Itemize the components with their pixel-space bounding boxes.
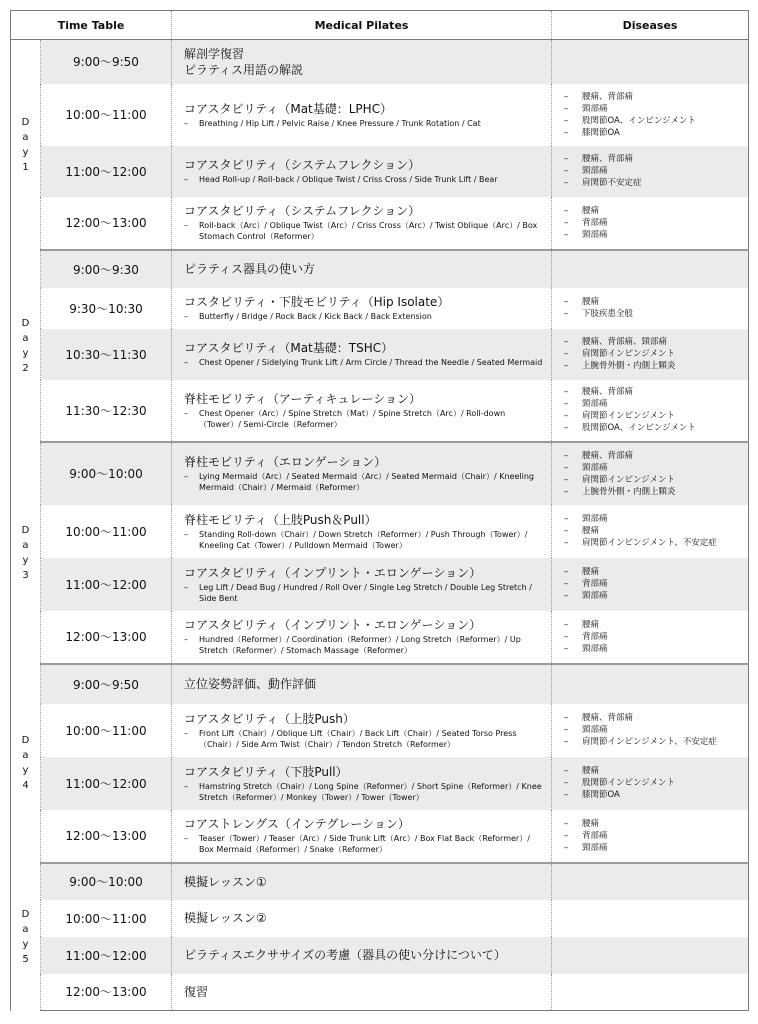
- exercise-text: Hundred（Reformer）/ Coordination（Reformer）/ Long Stretch（Reformer）/ Up Stretch（Reformer）/ Stomach Massage（Reformer）: [199, 635, 521, 655]
- dash-bullet: –: [184, 582, 189, 592]
- schedule-row: [11, 288, 749, 329]
- disease-list: [552, 197, 749, 250]
- schedule-row: [11, 329, 749, 380]
- disease-item: [564, 765, 748, 777]
- disease-item: [564, 830, 748, 842]
- dash-bullet: –: [564, 474, 569, 485]
- disease-text: 頸部痛: [582, 725, 608, 735]
- disease-item: [564, 296, 748, 308]
- dash-bullet: –: [564, 166, 569, 176]
- day-label-char: D: [21, 317, 30, 329]
- disease-text: 背部痛: [582, 631, 608, 642]
- dash-bullet: –: [564, 818, 569, 829]
- session-title: コアスタビリティ（システムフレクション）: [184, 158, 421, 172]
- dash-bullet: –: [564, 579, 569, 589]
- session-title: 復習: [184, 984, 209, 999]
- disease-text: 頸部痛: [582, 229, 608, 240]
- disease-item: [564, 724, 748, 736]
- session-time: 12:00〜13:00: [41, 974, 172, 1011]
- session-time: 10:30〜11:30: [41, 329, 172, 380]
- disease-item: [564, 177, 748, 189]
- schedule-row: [11, 664, 749, 704]
- schedule-row: [11, 704, 749, 757]
- disease-item: [564, 590, 748, 602]
- disease-text: 股関節OA、インピンジメント: [582, 115, 696, 126]
- dash-bullet: –: [184, 221, 189, 230]
- session-time: 11:00〜12:00: [41, 558, 172, 611]
- session-content: [172, 329, 552, 380]
- session-content: [172, 757, 552, 810]
- day-label: [11, 442, 41, 664]
- day-label: [11, 664, 41, 863]
- disease-item: [564, 398, 748, 410]
- day-label-char: 4: [22, 780, 29, 791]
- session-title: コアスタビリティ（Mat基礎：TSHC）: [184, 341, 394, 355]
- dash-bullet: –: [184, 728, 189, 738]
- dash-bullet: –: [564, 486, 569, 497]
- session-content: [172, 974, 552, 1011]
- dash-bullet: –: [564, 127, 569, 138]
- schedule-row: [11, 146, 749, 197]
- session-time: 9:00〜10:00: [41, 863, 172, 900]
- session-content: [172, 810, 552, 863]
- disease-text: 腰痛: [582, 205, 600, 216]
- disease-item: [564, 103, 748, 115]
- session-content: [172, 84, 552, 146]
- disease-item: [564, 386, 748, 398]
- disease-text: 肩関節インピンジメント: [582, 411, 676, 421]
- session-content: [172, 250, 552, 288]
- schedule-row: [11, 974, 749, 1011]
- disease-text: 腰痛、背部痛、頸部痛: [582, 337, 668, 347]
- session-content: [172, 442, 552, 505]
- disease-list: [552, 250, 749, 288]
- session-content: [172, 664, 552, 704]
- disease-list: [552, 505, 749, 558]
- session-content: [172, 288, 552, 329]
- day-label-char: a: [22, 131, 29, 143]
- disease-text: 頸部痛: [582, 399, 608, 409]
- disease-item: [564, 619, 748, 631]
- day-label-char: y: [22, 765, 29, 776]
- disease-item: [564, 422, 748, 434]
- dash-bullet: –: [564, 790, 569, 800]
- schedule-row: [11, 84, 749, 146]
- disease-list: [552, 146, 749, 197]
- exercise-list: [184, 634, 545, 656]
- disease-text: 頸部痛: [582, 643, 608, 654]
- dash-bullet: –: [564, 217, 569, 228]
- disease-list: [552, 558, 749, 611]
- exercise-text: Breathing / Hip Lift / Pelvic Raise / Knee Pressure / Trunk Rotation / Cat: [199, 118, 481, 128]
- session-title: コスタビリティ・下肢モビリティ（Hip Isolate）: [184, 295, 450, 309]
- disease-text: 上腕骨外側・内側上顆炎: [582, 361, 676, 371]
- disease-item: [564, 360, 748, 372]
- disease-item: [564, 205, 748, 217]
- disease-item: [564, 631, 748, 643]
- disease-item: [564, 127, 748, 139]
- day-label-char: a: [22, 923, 29, 935]
- session-time: 12:00〜13:00: [41, 197, 172, 250]
- disease-text: 背部痛: [582, 217, 608, 228]
- header-diseases: Diseases: [552, 11, 749, 40]
- session-title: 脊柱モビリティ（エロンゲーション）: [184, 455, 387, 469]
- session-time: 9:00〜9:50: [41, 40, 172, 84]
- dash-bullet: –: [184, 781, 189, 791]
- exercise-list: [184, 582, 545, 604]
- exercise-text: Hamstring Stretch（Chair）/ Long Spine（Reformer）/ Short Spine（Reformer）/ Knee Stretch（Reformer）/ Monkey（Tower）/ Tower（Tower）: [199, 781, 542, 802]
- dash-bullet: –: [564, 361, 569, 371]
- header-medical-pilates: Medical Pilates: [172, 11, 552, 40]
- disease-item: [564, 474, 748, 486]
- disease-list: [552, 664, 749, 704]
- disease-list: [552, 611, 749, 664]
- dash-bullet: –: [564, 387, 569, 397]
- disease-text: 肩関節インピンジメント: [582, 474, 676, 485]
- day-label-char: y: [22, 554, 29, 566]
- dash-bullet: –: [564, 411, 569, 421]
- exercise-list: [184, 728, 545, 750]
- disease-list: [552, 900, 749, 937]
- dash-bullet: –: [184, 635, 189, 644]
- session-time: 11:30〜12:30: [41, 380, 172, 442]
- session-content: [172, 611, 552, 664]
- disease-list: [552, 380, 749, 442]
- disease-text: 肩関節インピンジメント、不安定症: [582, 538, 717, 548]
- disease-item: [564, 736, 748, 748]
- dash-bullet: –: [564, 450, 569, 461]
- schedule-row: [11, 197, 749, 250]
- dash-bullet: –: [564, 91, 569, 102]
- dash-bullet: –: [564, 538, 569, 548]
- session-title: 模擬レッスン①: [184, 874, 267, 889]
- dash-bullet: –: [564, 567, 569, 577]
- exercise-text: Front Lift（Chair）/ Oblique Lift（Chair）/ Back Lift（Chair）/ Seated Torso Press（Chair）/ Side Arm Twist（Chair）/ Tendon Stretch（Reformer）: [199, 728, 517, 749]
- dash-bullet: –: [564, 766, 569, 776]
- disease-item: [564, 513, 748, 525]
- dash-bullet: –: [184, 358, 189, 367]
- dash-bullet: –: [564, 619, 569, 630]
- dash-bullet: –: [564, 349, 569, 359]
- disease-text: 膝関節OA: [582, 790, 620, 800]
- disease-list: [552, 40, 749, 84]
- disease-item: [564, 566, 748, 578]
- dash-bullet: –: [564, 591, 569, 601]
- exercise-list: [184, 357, 545, 368]
- exercise-list: [184, 220, 545, 242]
- dash-bullet: –: [564, 337, 569, 347]
- disease-list: [552, 329, 749, 380]
- schedule-row: [11, 900, 749, 937]
- schedule-table: [10, 10, 749, 1011]
- disease-item: [564, 450, 748, 462]
- day-label-char: D: [21, 735, 30, 746]
- disease-item: [564, 91, 748, 103]
- disease-text: 腰痛: [582, 818, 600, 829]
- day-label: [11, 250, 41, 442]
- dash-bullet: –: [184, 834, 189, 843]
- session-content: [172, 704, 552, 757]
- disease-item: [564, 115, 748, 127]
- session-title: コアスタビリティ（Mat基礎：LPHC）: [184, 101, 393, 116]
- disease-text: 頸部痛: [582, 462, 608, 473]
- disease-item: [564, 217, 748, 229]
- session-time: 9:00〜10:00: [41, 442, 172, 505]
- disease-text: 腰痛、背部痛: [582, 387, 634, 397]
- disease-text: 頸部痛: [582, 166, 608, 176]
- exercise-text: Lying Mermaid（Arc）/ Seated Mermaid（Arc）/ Seated Mermaid（Chair）/ Kneeling Mermaid（Chair）/ Mermaid（Reformer）: [199, 472, 534, 492]
- schedule-row: [11, 40, 749, 84]
- session-title: 脊柱モビリティ（上肢Push＆Pull）: [184, 512, 377, 527]
- day-label: [11, 40, 41, 250]
- session-title: コアスタビリティ（インプリント・エロンゲーション）: [184, 618, 482, 632]
- session-title: 解剖学復習: [184, 46, 245, 61]
- session-title: ピラティス用語の解説: [184, 62, 304, 77]
- disease-item: [564, 153, 748, 165]
- disease-item: [564, 789, 748, 801]
- day-label-char: 5: [22, 953, 29, 965]
- session-title: コアストレングス（インテグレーション）: [184, 817, 410, 831]
- disease-text: 腰痛: [582, 297, 600, 307]
- exercise-text: Standing Roll-down（Chair）/ Down Stretch（Reformer）/ Push Through（Tower）/ Kneeling Cat（Tower）/ Pulldown Mermaid（Tower）: [199, 529, 528, 550]
- session-title: コアスタビリティ（インプリント・エロンゲーション）: [184, 565, 482, 580]
- day-label-char: 3: [22, 569, 29, 581]
- exercise-text: Chest Opener（Arc）/ Spine Stretch（Mat）/ Spine Stretch（Arc）/ Roll-down（Tower）/ Semi-Circle（Reformer）: [199, 408, 506, 429]
- disease-list: [552, 863, 749, 900]
- disease-text: 上腕骨外側・内側上顆炎: [582, 486, 676, 497]
- day-label-char: y: [22, 347, 29, 359]
- disease-item: [564, 308, 748, 320]
- day-label-char: D: [21, 908, 30, 920]
- dash-bullet: –: [184, 118, 189, 128]
- dash-bullet: –: [564, 462, 569, 473]
- disease-text: 腰痛: [582, 567, 600, 577]
- day-label-char: y: [22, 146, 29, 158]
- exercise-text: Roll-back（Arc）/ Oblique Twist（Arc）/ Criss Cross（Arc）/ Twist Oblique（Arc）/ Box Stomach Control（Reformer）: [199, 221, 538, 241]
- session-content: [172, 937, 552, 974]
- disease-list: [552, 84, 749, 146]
- dash-bullet: –: [564, 842, 569, 853]
- disease-text: 股関節インピンジメント: [582, 778, 676, 788]
- disease-item: [564, 777, 748, 789]
- session-time: 10:00〜11:00: [65, 911, 147, 926]
- disease-list: [552, 937, 749, 974]
- exercise-text: Teaser（Tower）/ Teaser（Arc）/ Side Trunk Lift（Arc）/ Box Flat Back（Reformer）/ Box Mermaid（Reformer）/ Snake（Reformer）: [199, 834, 530, 854]
- dash-bullet: –: [184, 175, 189, 184]
- disease-item: [564, 712, 748, 724]
- session-time: 12:00〜13:00: [41, 611, 172, 664]
- schedule-row: [11, 611, 749, 664]
- schedule-row: [11, 250, 749, 288]
- dash-bullet: –: [564, 423, 569, 433]
- session-content: [172, 558, 552, 611]
- dash-bullet: –: [564, 229, 569, 240]
- schedule-row: [11, 442, 749, 505]
- session-title: ピラティス器具の使い方: [184, 262, 316, 276]
- header-row: [11, 11, 749, 40]
- disease-text: 肩関節インピンジメント: [582, 349, 676, 359]
- exercise-list: [184, 408, 545, 430]
- exercise-text: Chest Opener / Sidelying Trunk Lift / Arm Circle / Thread the Needle / Seated Mermaid: [199, 358, 543, 367]
- dash-bullet: –: [564, 205, 569, 216]
- disease-list: [552, 704, 749, 757]
- session-time: 10:00〜11:00: [65, 108, 147, 122]
- dash-bullet: –: [564, 778, 569, 788]
- dash-bullet: –: [564, 526, 569, 536]
- exercise-list: [184, 781, 545, 803]
- day-label-char: 1: [22, 161, 29, 173]
- disease-text: 腰痛: [582, 619, 600, 630]
- session-title: 立位姿勢評価、動作評価: [184, 677, 317, 691]
- dash-bullet: –: [564, 178, 569, 188]
- session-time: 11:00〜12:00: [41, 757, 172, 810]
- schedule-row: [11, 558, 749, 611]
- disease-text: 頸部痛: [582, 514, 608, 524]
- dash-bullet: –: [564, 399, 569, 409]
- disease-list: [552, 810, 749, 863]
- session-time: 11:00〜12:00: [41, 146, 172, 197]
- dash-bullet: –: [564, 309, 569, 319]
- disease-text: 頸部痛: [582, 103, 608, 114]
- schedule-row: [11, 757, 749, 810]
- session-content: [172, 40, 552, 84]
- disease-item: [564, 643, 748, 655]
- session-title: コアスタビリティ（下肢Pull）: [184, 764, 348, 779]
- disease-text: 膝関節OA: [582, 127, 620, 138]
- disease-item: [564, 348, 748, 360]
- disease-list: [552, 757, 749, 810]
- session-content: [172, 505, 552, 558]
- exercise-list: [184, 311, 545, 322]
- dash-bullet: –: [184, 312, 189, 321]
- disease-item: [564, 842, 748, 854]
- exercise-list: [184, 833, 545, 855]
- day-label-char: a: [22, 332, 29, 344]
- disease-item: [564, 486, 748, 498]
- day-label-char: D: [21, 524, 30, 536]
- disease-item: [564, 537, 748, 549]
- schedule-row: [11, 863, 749, 900]
- schedule-row: [11, 810, 749, 863]
- dash-bullet: –: [564, 115, 569, 126]
- disease-text: 肩関節不安定症: [582, 178, 642, 188]
- schedule-row: [11, 380, 749, 442]
- disease-text: 背部痛: [582, 830, 608, 841]
- exercise-text: Butterfly / Bridge / Rock Back / Kick Back / Back Extension: [199, 312, 432, 321]
- day-label-char: a: [22, 750, 29, 761]
- disease-text: 腰痛: [582, 766, 600, 776]
- session-content: [172, 146, 552, 197]
- disease-text: 腰痛、背部痛: [582, 713, 634, 723]
- session-time: 11:00〜12:00: [41, 937, 172, 974]
- session-content: [172, 863, 552, 900]
- dash-bullet: –: [564, 643, 569, 654]
- disease-item: [564, 410, 748, 422]
- disease-list: [552, 974, 749, 1011]
- day-label-char: D: [21, 116, 30, 128]
- dash-bullet: –: [564, 713, 569, 723]
- header-time-table: Time Table: [11, 11, 172, 40]
- disease-text: 肩関節インピンジメント、不安定症: [582, 737, 717, 747]
- exercise-list: [184, 529, 545, 551]
- dash-bullet: –: [184, 472, 189, 481]
- disease-text: 股関節OA、インピンジメント: [582, 423, 696, 433]
- session-time: 9:30〜10:30: [69, 301, 143, 316]
- disease-text: 腰痛、背部痛: [582, 450, 634, 461]
- disease-item: [564, 818, 748, 830]
- dash-bullet: –: [564, 514, 569, 524]
- dash-bullet: –: [184, 408, 189, 418]
- day-label-char: a: [22, 539, 29, 551]
- session-content: [172, 380, 552, 442]
- day-label-char: y: [22, 938, 29, 950]
- disease-text: 頸部痛: [582, 842, 608, 853]
- disease-list: [552, 442, 749, 505]
- dash-bullet: –: [564, 103, 569, 114]
- disease-item: [564, 165, 748, 177]
- session-title: コアスタビリティ（上肢Push）: [184, 711, 355, 726]
- session-title: 模擬レッスン②: [184, 911, 267, 925]
- session-time: 9:00〜9:30: [41, 250, 172, 288]
- dash-bullet: –: [564, 297, 569, 307]
- dash-bullet: –: [564, 830, 569, 841]
- disease-text: 頸部痛: [582, 591, 608, 601]
- disease-item: [564, 336, 748, 348]
- exercise-text: Leg Lift / Dead Bug / Hundred / Roll Over / Single Leg Stretch / Double Leg Stretch / Side Bent: [199, 582, 532, 603]
- disease-item: [564, 229, 748, 241]
- session-time: 9:00〜9:50: [41, 664, 172, 704]
- session-title: ピラティスエクササイズの考慮（器具の使い分けについて）: [184, 948, 506, 962]
- session-title: コアスタビリティ（システムフレクション）: [184, 204, 421, 218]
- session-title: 脊柱モビリティ（アーティキュレーション）: [184, 391, 422, 406]
- session-time: 12:00〜13:00: [41, 810, 172, 863]
- session-time: 10:00〜11:00: [65, 524, 147, 539]
- session-time: 10:00〜11:00: [65, 723, 147, 738]
- schedule-row: [11, 505, 749, 558]
- exercise-text: Head Roll-up / Roll-back / Oblique Twist / Criss Cross / Side Trunk Lift / Bear: [199, 175, 498, 184]
- exercise-list: [184, 174, 545, 185]
- session-content: [172, 900, 552, 937]
- exercise-list: [184, 471, 545, 493]
- dash-bullet: –: [184, 529, 189, 539]
- day-label: [11, 863, 41, 1011]
- disease-item: [564, 462, 748, 474]
- disease-item: [564, 525, 748, 537]
- dash-bullet: –: [564, 725, 569, 735]
- disease-text: 下肢疾患全般: [582, 309, 634, 319]
- disease-text: 背部痛: [582, 579, 608, 589]
- dash-bullet: –: [564, 737, 569, 747]
- disease-text: 腰痛、背部痛: [582, 154, 634, 164]
- day-label-char: 2: [22, 362, 29, 374]
- disease-text: 腰痛: [582, 526, 600, 536]
- disease-list: [552, 288, 749, 329]
- session-content: [172, 197, 552, 250]
- dash-bullet: –: [564, 154, 569, 164]
- disease-text: 腰痛、背部痛: [582, 91, 634, 102]
- dash-bullet: –: [564, 631, 569, 642]
- disease-item: [564, 578, 748, 590]
- exercise-list: [184, 118, 545, 129]
- schedule-row: [11, 937, 749, 974]
- schedule-body: [11, 40, 749, 1011]
